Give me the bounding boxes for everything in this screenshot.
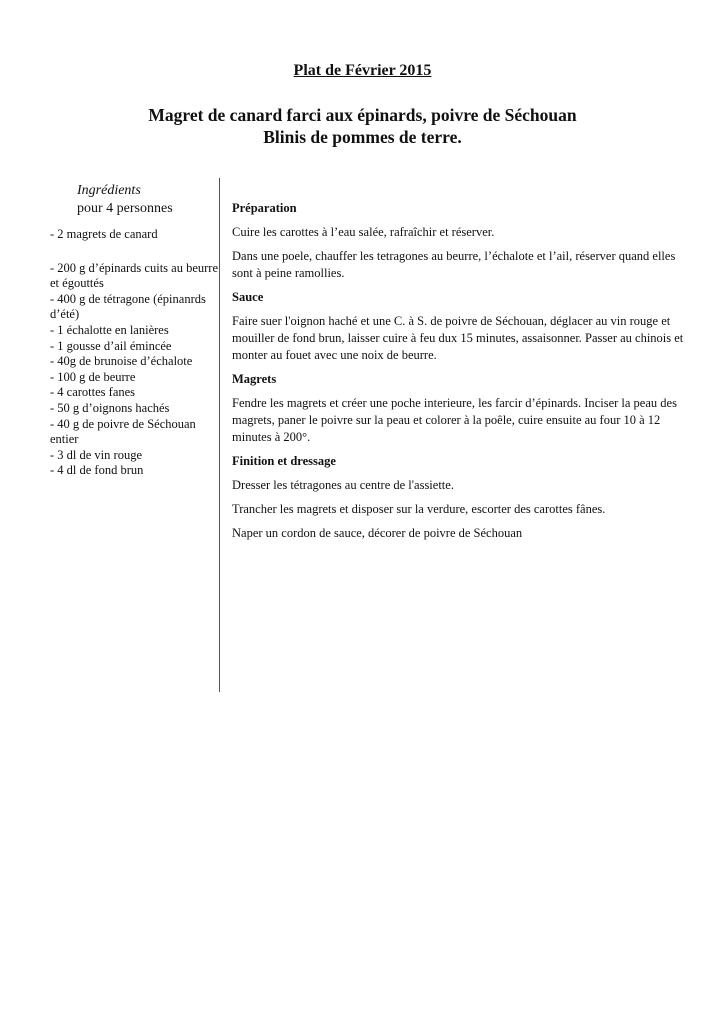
preparation-paragraph: Dans une poele, chauffer les tetragones au beurre, l’échalote et l’ail, réserver quand elles sont à peine ramollies. bbox=[232, 249, 676, 280]
finition-heading: Finition et dressage bbox=[232, 454, 336, 468]
ingredients-servings: pour 4 personnes bbox=[77, 201, 173, 216]
instructions-column bbox=[232, 200, 692, 549]
ingredients-heading: Ingrédients bbox=[77, 183, 141, 198]
ingredient-item: - 1 gousse d’ail émincée bbox=[50, 338, 172, 353]
ingredient-item: - 4 dl de fond brun bbox=[50, 463, 144, 478]
ingredients-column bbox=[50, 182, 218, 479]
ingredient-item: - 100 g de beurre bbox=[50, 369, 136, 384]
recipe-title-line-1: Magret de canard farci aux épinards, poivre de Séchouan bbox=[148, 105, 577, 125]
ingredient-item: - 50 g d’oignons hachés bbox=[50, 400, 170, 415]
page-header-title: Plat de Février 2015 bbox=[293, 62, 432, 79]
sauce-paragraph: Faire suer l'oignon haché et une C. à S. de poivre de Séchouan, déglacer au vin rouge et mouiller de fond brun, laisser cuire à feu dux 15 minutes, assaisonner. Passer au chinois et monter au fouet avec une noix de beurre. bbox=[232, 314, 684, 362]
finition-paragraph: Dresser les tétragones au centre de l'assiette. bbox=[232, 478, 454, 492]
finition-paragraph: Trancher les magrets et disposer sur la verdure, escorter des carottes fânes. bbox=[232, 502, 606, 516]
ingredients-list bbox=[50, 227, 218, 479]
ingredient-item: - 200 g d’épinards cuits au beurre et égouttés bbox=[50, 260, 218, 291]
sauce-heading: Sauce bbox=[232, 290, 264, 304]
finition-paragraph: Naper un cordon de sauce, décorer de poivre de Séchouan bbox=[232, 526, 523, 540]
ingredient-item: - 3 dl de vin rouge bbox=[50, 447, 142, 462]
preparation-paragraph: Cuire les carottes à l’eau salée, rafraîchir et réserver. bbox=[232, 225, 495, 239]
ingredient-item: - 40 g de poivre de Séchouan entier bbox=[50, 416, 196, 447]
ingredient-item: - 2 magrets de canard bbox=[50, 227, 158, 241]
recipe-title-line-2: Blinis de pommes de terre. bbox=[263, 127, 462, 147]
magrets-heading: Magrets bbox=[232, 372, 277, 386]
recipe-title bbox=[0, 104, 725, 148]
ingredient-item: - 1 échalotte en lanières bbox=[50, 322, 169, 337]
ingredient-item: - 400 g de tétragone (épinanrds d’été) bbox=[50, 291, 206, 322]
preparation-heading: Préparation bbox=[232, 201, 297, 215]
magrets-paragraph: Fendre les magrets et créer une poche interieure, les farcir d’épinards. Inciser la peau des magrets, paner le poivre sur la peau et colorer à la poêle, cuire ensuite au four 10 à 12 minutes à 200°. bbox=[232, 396, 677, 444]
ingredient-item: - 4 carottes fanes bbox=[50, 385, 136, 400]
column-divider bbox=[219, 178, 220, 692]
ingredient-item: - 40g de brunoise d’échalote bbox=[50, 354, 193, 369]
